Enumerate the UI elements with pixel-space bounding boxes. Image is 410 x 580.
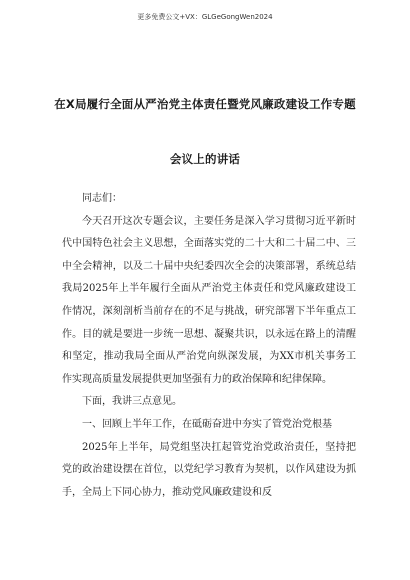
paragraph-section-1: 2025年上半年，局党组坚决扛起管党治党政治责任，坚持把党的政治建设摆在首位，以党纪学习教育为契机，以作风建设为抓手，全局上下同心协力，推动党风廉政建设和反 <box>62 441 356 498</box>
paragraph-outline: 下面，我讲三点意见。 <box>82 396 182 408</box>
document-body <box>62 188 356 504</box>
document-title-line-1: 在X局履行全面从严治党主体责任暨党风廉政建设工作专题 <box>54 97 356 111</box>
page-header: 更多免费公文+VX：GLGeGongWen2024 <box>137 13 273 21</box>
paragraph-intro: 今天召开这次专题会议，主要任务是深入学习贯彻习近平新时代中国特色社会主义思想，全面落实党的二十大和二十届二中、三中全会精神，以及二十届中央纪委四次全会的决策部署，系统总结我局2025年上半年履行全面从严治党主体责任和党风廉政建设工作情况，深刻剖析当前存在的不足与挑战，研究部署下半年重点工作。目的就是要进一步统一思想、凝聚共识，以永远在路上的清醒和坚定，推动我局全面从严治党向纵深发展，为XX市机关事务工作实现高质量发展提供更加坚强有力的政治保障和纪律保障。 <box>62 215 356 385</box>
section-heading-1: 一、回顾上半年工作，在砥砺奋进中夯实了管党治党根基 <box>82 418 332 430</box>
document-title-line-2: 会议上的讲话 <box>169 152 241 166</box>
salutation: 同志们： <box>82 193 122 204</box>
